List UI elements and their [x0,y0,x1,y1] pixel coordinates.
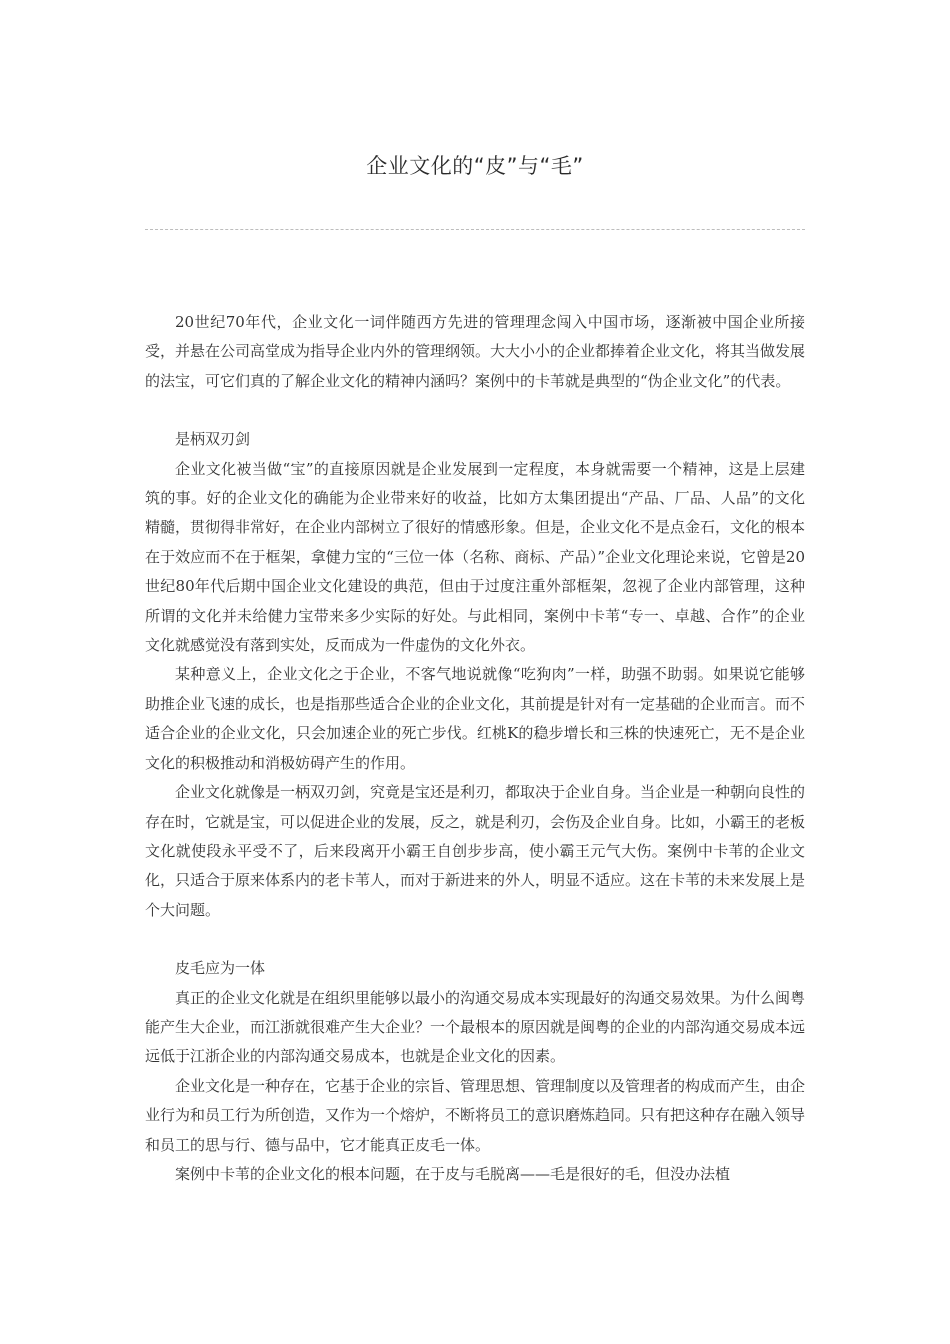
section-heading: 皮毛应为一体 [175,959,266,978]
document-title: 企业文化的“皮”与“毛” [366,154,584,178]
section-gap [145,396,805,425]
intro-paragraph: 20世纪70年代，企业文化一词伴随西方先进的管理理念闯入中国市场，逐渐被中国企业所接受，并悬在公司高堂成为指导企业内外的管理纲领。大大小小的企业都捧着企业文化，将其当做发展的法宝，可它们真的了解企业文化的精神内涵吗？案例中的卡苇就是典型的“伪企业文化”的代表。 [145,313,806,390]
body-paragraph: 案例中卡苇的企业文化的根本问题，在于皮与毛脱离——毛是很好的毛，但没办法植 [175,1164,731,1183]
body-paragraph: 真正的企业文化就是在组织里能够以最小的沟通交易成本实现最好的沟通交易效果。为什么闽粤能产生大企业，而江浙就很难产生大企业？一个最根本的原因就是闽粤的企业的内部沟通交易成本远远低于江浙企业的内部沟通交易成本，也就是企业文化的因素。 [145,988,806,1066]
section-heading: 是柄双刃剑 [175,430,251,449]
section-gap [145,925,805,954]
document-body [145,308,805,1189]
body-paragraph: 企业文化就像是一柄双刃剑，究竟是宝还是利刃，都取决于企业自身。当企业是一种朝向良性的存在时，它就是宝，可以促进企业的发展，反之，就是利刃，会伤及企业自身。比如，小霸王的老板文化就使段永平受不了，后来段离开小霸王自创步步高，使小霸王元气大伤。案例中卡苇的企业文化，只适合于原来体系内的老卡苇人，而对于新进来的外人，明显不适应。这在卡苇的未来发展上是个大问题。 [145,783,806,919]
title-divider [145,229,805,230]
body-paragraph: 某种意义上，企业文化之于企业，不客气地说就像“吃狗肉”一样，助强不助弱。如果说它能够助推企业飞速的成长，也是指那些适合企业的企业文化，其前提是针对有一定基础的企业而言。而不适合企业的企业文化，只会加速企业的死亡步伐。红桃K的稳步增长和三株的快速死亡，无不是企业文化的积极推动和消极妨碍产生的作用。 [145,665,806,772]
body-paragraph: 企业文化被当做“宝”的直接原因就是企业发展到一定程度，本身就需要一个精神，这是上层建筑的事。好的企业文化的确能为企业带来好的收益，比如方太集团提出“产品、厂品、人品”的文化精髓，贯彻得非常好，在企业内部树立了很好的情感形象。但是，企业文化不是点金石，文化的根本在于效应而不在于框架，拿健力宝的“三位一体（名称、商标、产品）”企业文化理论来说，它曾是20世纪80年代后期中国企业文化建设的典范，但由于过度注重外部框架，忽视了企业内部管理，这种所谓的文化并未给健力宝带来多少实际的好处。与此相同，案例中卡苇“专一、卓越、合作”的企业文化就感觉没有落到实处，反而成为一件虚伪的文化外衣。 [145,459,806,655]
body-paragraph: 企业文化是一种存在，它基于企业的宗旨、管理思想、管理制度以及管理者的构成而产生，由企业行为和员工行为所创造，又作为一个熔炉，不断将员工的意识磨炼趋同。只有把这种存在融入领导和员工的思与行、德与品中，它才能真正皮毛一体。 [145,1076,806,1154]
